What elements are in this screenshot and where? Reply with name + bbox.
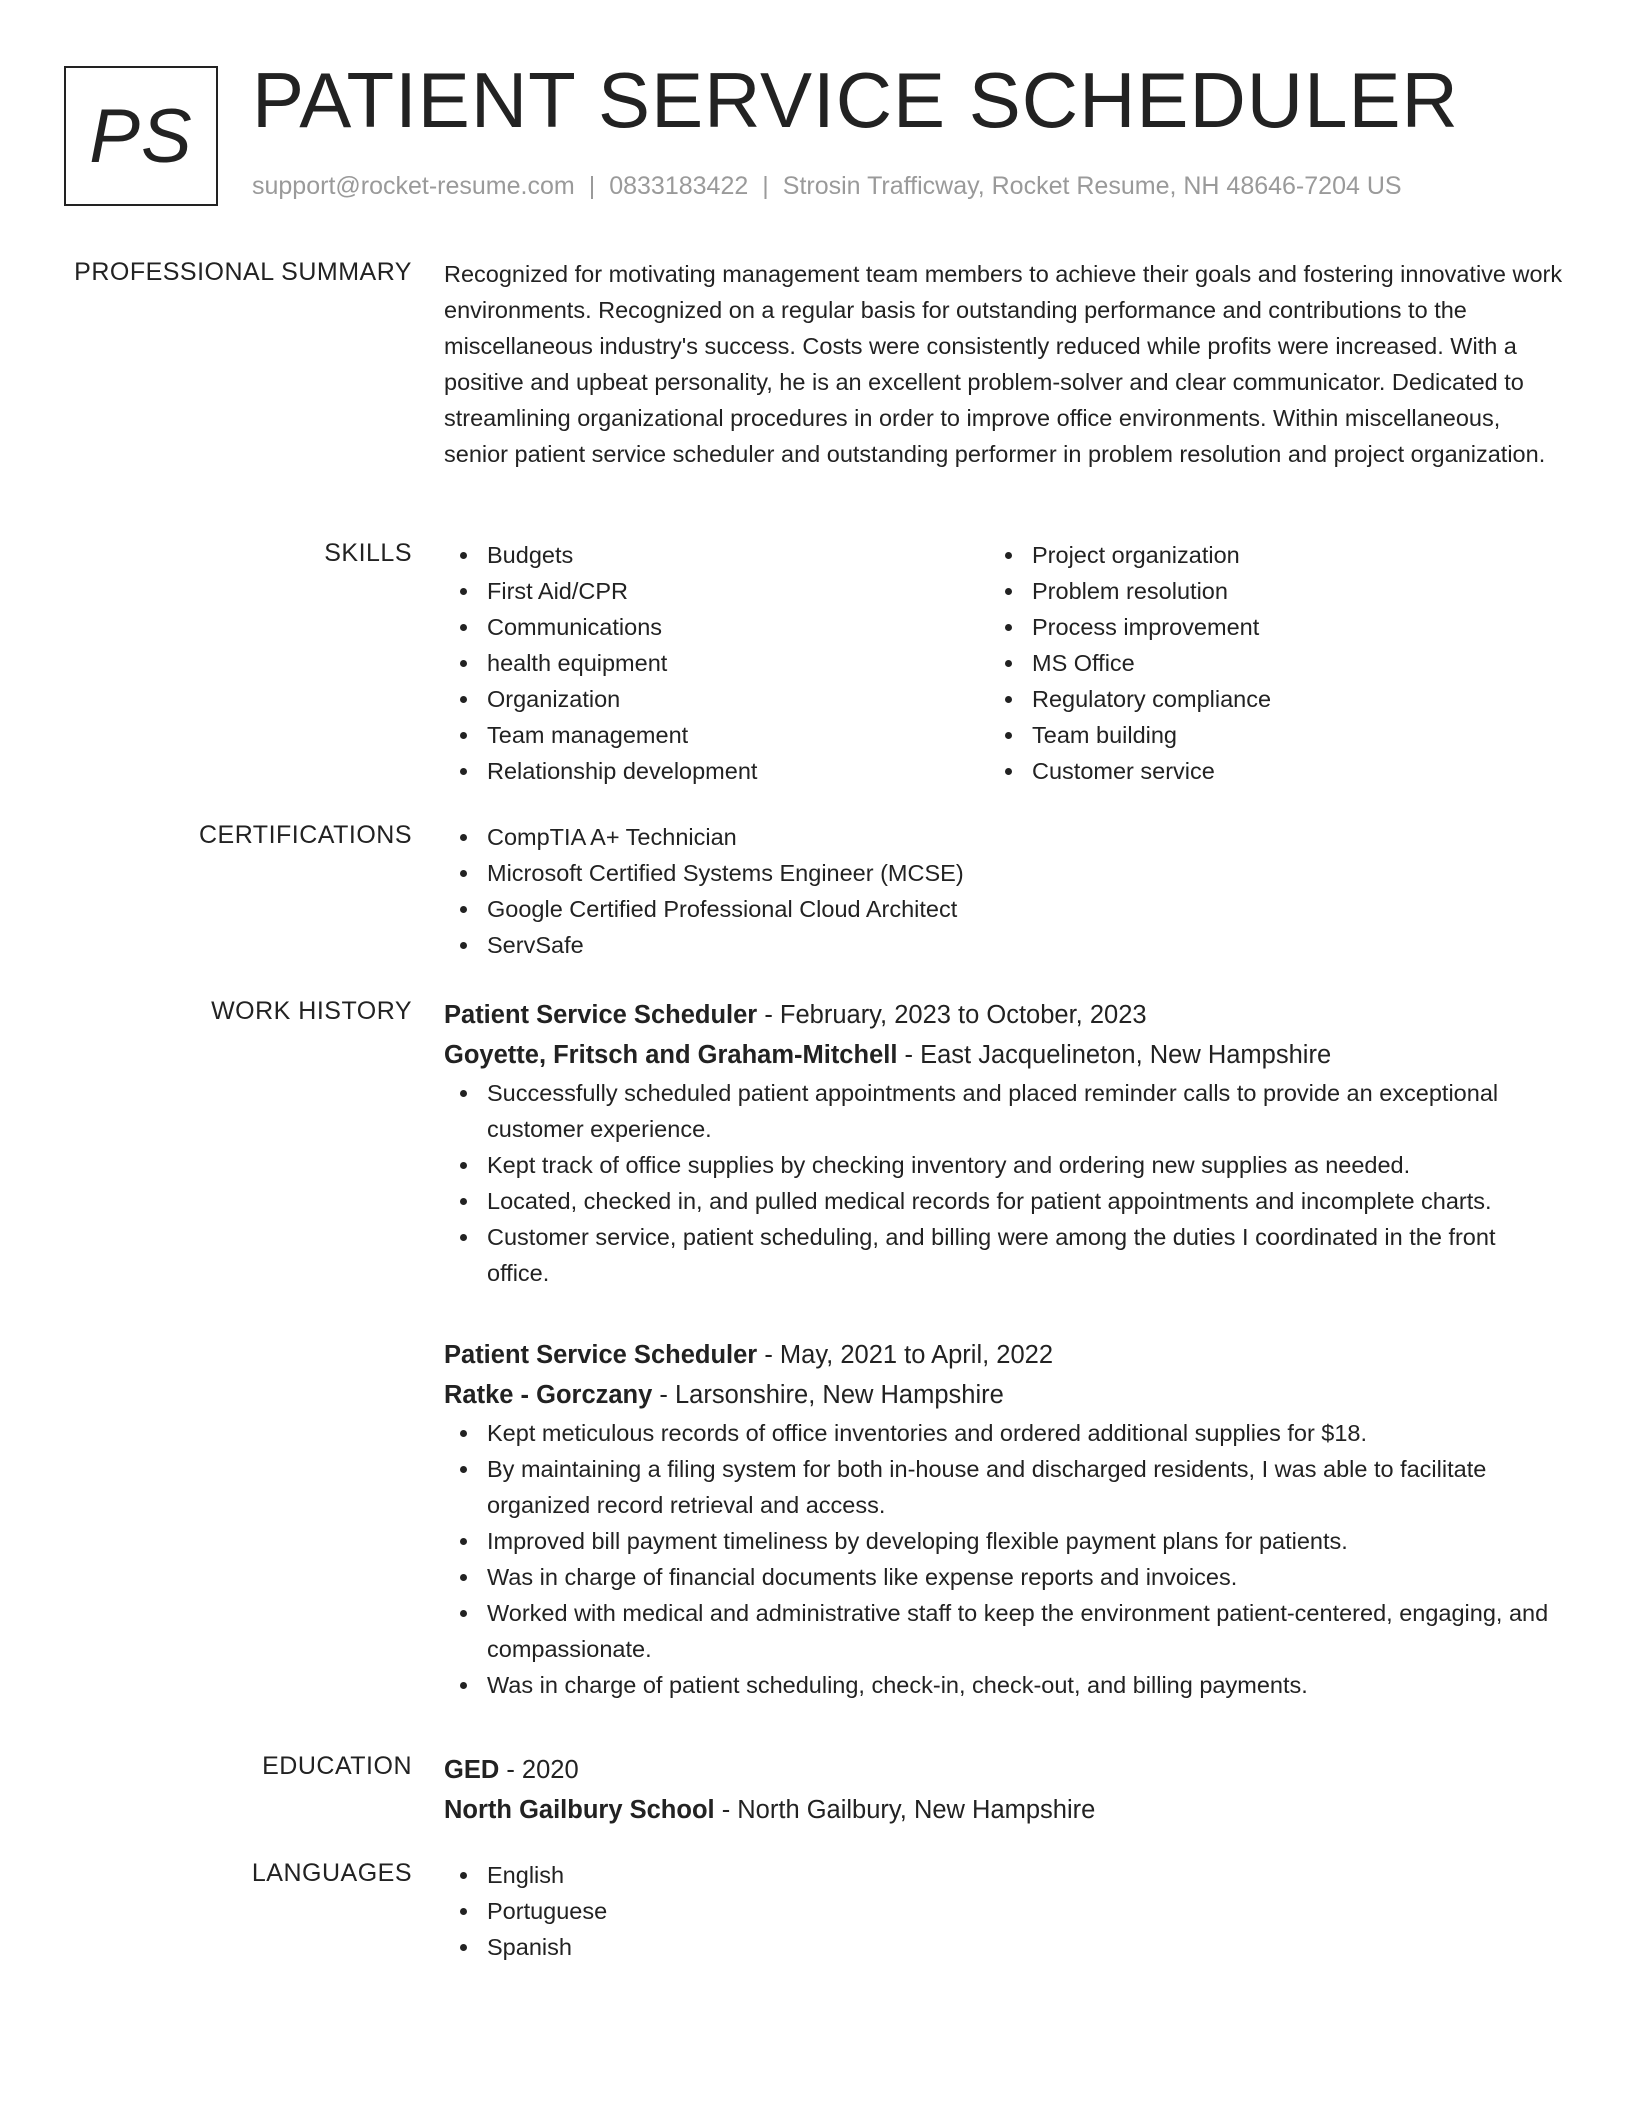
language-item: English	[444, 1857, 1564, 1893]
job-company-line	[444, 1375, 1564, 1415]
contact-separator: |	[762, 172, 769, 200]
education-school: North Gailbury School	[444, 1796, 715, 1824]
certifications-section	[444, 819, 1564, 963]
skill-item: Team building	[989, 717, 1534, 753]
resume-name: PATIENT SERVICE SCHEDULER	[252, 56, 1459, 144]
section-label-education: EDUCATION	[262, 1752, 412, 1780]
certifications-list	[444, 819, 1564, 963]
skills-section	[444, 537, 1564, 789]
contact-address: Strosin Trafficway, Rocket Resume, NH 48646-7204 US	[782, 172, 1402, 200]
job-duty-item: Successfully scheduled patient appointments and placed reminder calls to provide an exceptional customer experience.	[444, 1075, 1564, 1147]
skill-item: health equipment	[444, 645, 989, 681]
job-duty-item: Was in charge of patient scheduling, check-in, check-out, and billing payments.	[444, 1667, 1564, 1703]
job-title: Patient Service Scheduler	[444, 1341, 758, 1369]
section-label-languages: LANGUAGES	[251, 1859, 412, 1887]
skill-item: Process improvement	[989, 609, 1534, 645]
job-title: Patient Service Scheduler	[444, 1001, 758, 1029]
skill-item: Regulatory compliance	[989, 681, 1534, 717]
skill-item: Organization	[444, 681, 989, 717]
job-duty-item: Kept track of office supplies by checking inventory and ordering new supplies as needed.	[444, 1147, 1564, 1183]
education-year: - 2020	[499, 1756, 579, 1784]
certification-item: Google Certified Professional Cloud Architect	[444, 891, 1564, 927]
job-title-line	[444, 995, 1564, 1035]
section-label-skills: SKILLS	[324, 539, 412, 567]
contact-phone[interactable]: 0833183422	[609, 172, 749, 200]
languages-list	[444, 1857, 1564, 1965]
section-label-work-history: WORK HISTORY	[211, 997, 412, 1025]
skill-item: Budgets	[444, 537, 989, 573]
skill-item: First Aid/CPR	[444, 573, 989, 609]
skills-column-right	[989, 537, 1534, 789]
job-company-line	[444, 1035, 1564, 1075]
skill-item: Customer service	[989, 753, 1534, 789]
skill-item: Communications	[444, 609, 989, 645]
job-duty-item: Was in charge of financial documents like expense reports and invoices.	[444, 1559, 1564, 1595]
job-company: Ratke - Gorczany	[444, 1381, 653, 1409]
contact-separator: |	[588, 172, 596, 200]
job-location: - Larsonshire, New Hampshire	[652, 1381, 1004, 1409]
contact-email[interactable]: support@rocket-resume.com	[252, 172, 575, 200]
job-title-line	[444, 1335, 1564, 1375]
job-dates: - February, 2023 to October, 2023	[757, 1001, 1147, 1029]
languages-section	[444, 1857, 1564, 1965]
education-degree-line	[444, 1750, 1564, 1790]
job-duties-list	[444, 1075, 1564, 1291]
education-school-line	[444, 1790, 1564, 1830]
summary-section	[444, 256, 1564, 472]
job-location: - East Jacquelineton, New Hampshire	[897, 1041, 1332, 1069]
skills-list-left	[444, 537, 989, 789]
job-duty-item: Kept meticulous records of office inventories and ordered additional supplies for $18.	[444, 1415, 1564, 1451]
monogram-logo	[64, 66, 218, 206]
education-degree: GED	[444, 1756, 500, 1784]
skill-item: Project organization	[989, 537, 1534, 573]
job-dates: - May, 2021 to April, 2022	[757, 1341, 1054, 1369]
job-duty-item: Customer service, patient scheduling, and billing were among the duties I coordinated in the front office.	[444, 1219, 1564, 1291]
contact-line	[252, 172, 1402, 201]
job-duty-item: By maintaining a filing system for both in-house and discharged residents, I was able to facilitate organized record retrieval and access.	[444, 1451, 1564, 1523]
skill-item: Team management	[444, 717, 989, 753]
certification-item: Microsoft Certified Systems Engineer (MCSE)	[444, 855, 1564, 891]
skills-list-right	[989, 537, 1534, 789]
language-item: Spanish	[444, 1929, 1564, 1965]
language-item: Portuguese	[444, 1893, 1564, 1929]
job-duty-item: Located, checked in, and pulled medical records for patient appointments and incomplete charts.	[444, 1183, 1564, 1219]
job-company: Goyette, Fritsch and Graham-Mitchell	[444, 1041, 898, 1069]
skills-column-left	[444, 537, 989, 789]
job-duty-item: Worked with medical and administrative staff to keep the environment patient-centered, engaging, and compassionate.	[444, 1595, 1564, 1667]
work-history-job	[444, 1335, 1564, 1703]
job-duties-list	[444, 1415, 1564, 1703]
certification-item: CompTIA A+ Technician	[444, 819, 1564, 855]
certification-item: ServSafe	[444, 927, 1564, 963]
job-duty-item: Improved bill payment timeliness by developing flexible payment plans for patients.	[444, 1523, 1564, 1559]
monogram-initials: PS	[89, 93, 193, 179]
section-label-certifications: CERTIFICATIONS	[198, 821, 412, 849]
summary-text: Recognized for motivating management team members to achieve their goals and fostering innovative work environments. Recognized on a regular basis for outstanding performance and contributions to the miscellaneous industry's success. Costs were consistently reduced while profits were increased. With a positive and upbeat personality, he is an excellent problem-solver and clear communicator. Dedicated to streamlining organizational procedures in order to improve office environments. Within miscellaneous, senior patient service scheduler and outstanding performer in problem resolution and project organization.	[444, 261, 1563, 467]
work-history-job	[444, 995, 1564, 1291]
skill-item: MS Office	[989, 645, 1534, 681]
education-section	[444, 1750, 1564, 1830]
education-location: - North Gailbury, New Hampshire	[714, 1796, 1096, 1824]
skill-item: Problem resolution	[989, 573, 1534, 609]
section-label-summary: PROFESSIONAL SUMMARY	[74, 258, 412, 286]
skill-item: Relationship development	[444, 753, 989, 789]
